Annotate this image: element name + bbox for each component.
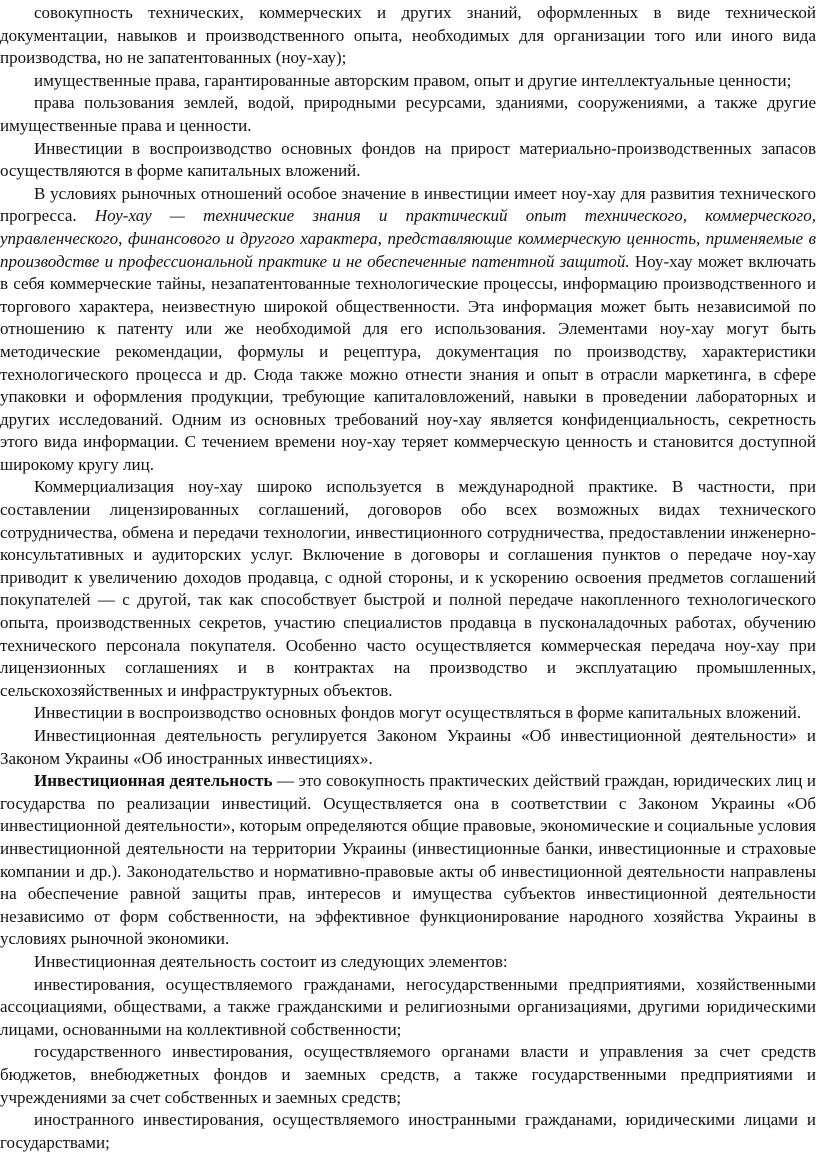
list-item-property-rights: имущественные права, гарантированные авторским правом, опыт и другие интеллектуальные ценности;: [34, 70, 792, 90]
paragraph-investment-activity: [0, 770, 816, 951]
list-item-know-how: совокупность технических, коммерческих и других знаний, оформленных в виде технической документации, навыков и производственного опыта, необходимых для организации того или иного вида производства, но не запатентованных (ноу-хау);: [0, 3, 816, 68]
investment-activity-definition: — это совокупность практических действий граждан, юридических лиц и государства по реализации инвестиций. Осуществляется она в соответствии с Законом Украины «Об инвестиционной деятельности», которым определяются общие правовые, экономические и социальные условия инвестиционной деятельности на территории Украины (инвестиционные банки, инвестиционные и страховые компании и др.). Законодательство и нормативно-правовые акты об инвестиционной деятельности направлены на обеспечение равной защиты прав, интересов и имущества субъектов инвестиционной деятельности независимо от форм собственности, на эффективное функционирование народного хозяйства Украины в условиях рыночной экономики.: [0, 771, 816, 949]
list-item-foreign-investment: иностранного инвестирования, осуществляемого иностранными гражданами, юридическими лицами и государствами;: [0, 1110, 816, 1152]
investment-activity-term: Инвестиционная деятельность: [34, 771, 273, 791]
know-how-description: Ноу-хау может включать в себя коммерческие тайны, незапатентованные технологические процессы, информацию производственного и торгового характера, неизвестную широкой общественности. Эта информация может быть независимой по отношению к патенту или же необходимой для его использования. Элементами ноу-хау могут быть методические рекомендации, формулы и рецептура, документация по производству, характеристики технологического процесса и др. Сюда также можно отнести знания и опыт в отрасли маркетинга, в сфере упаковки и оформления продукции, требующие капиталовложений, навыки в проведении лабораторных и других исследований. Одним из основных требований ноу-хау является конфиденциальность, секретность этого вида информации. С течением времени ноу-хау теряет коммерческую ценность и становится доступной широкому кругу лиц.: [0, 251, 816, 474]
paragraph-elements-intro: Инвестиционная деятельность состоит из следующих элементов:: [34, 951, 508, 971]
list-item-land-use-rights: права пользования землей, водой, природными ресурсами, зданиями, сооружениями, а также другие имущественные права и ценности.: [0, 93, 816, 135]
know-how-lead-text: В условиях рыночных отношений особое значение в инвестиции имеет ноу-хау для развития технического прогресса.: [0, 183, 816, 226]
list-item-state-investment: государственного инвестирования, осуществляемого органами власти и управления за счет средств бюджетов, внебюджетных фондов и заемных средств, а также государственными предприятиями и учреждениями за счет собственных и заемных средств;: [0, 1042, 816, 1107]
paragraph-regulation: Инвестиционная деятельность регулируется Законом Украины «Об инвестиционной деятельности» и Законом Украины «Об иностранных инвестициях».: [0, 726, 816, 768]
paragraph-commercialization: Коммерциализация ноу-хау широко используется в международной практике. В частности, при составлении лицензированных соглашений, договоров обо всех возможных видах технического сотрудничества, обмена и передачи технологии, инвестиционного сотрудничества, предоставлении инженерно-консультативных и аудиторских услуг. Включение в договоры и соглашения пунктов о передаче ноу-хау приводит к увеличению доходов продавца, с одной стороны, и к ускорению освоения предметов соглашений покупателей — с другой, так как способствует быстрой и полной передаче накопленного технологического опыта, производственных секретов, участию специалистов продавца в пусконаладочных работах, обучению технического персонала покупателя. Особенно часто осуществляется коммерческая передача ноу-хау при лицензионных соглашениях и в контрактах на производство и эксплуатацию промышленных, сельскохозяйственных и инфраструктурных объектов.: [0, 477, 816, 700]
paragraph-capital-investments: Инвестиции в воспроизводство основных фондов на прирост материально-производственных запасов осуществляются в форме капитальных вложений.: [0, 138, 816, 181]
list-item-private-investment: инвестирования, осуществляемого гражданами, негосударственными предприятиями, хозяйственными ассоциациями, обществами, а также гражданскими и религиозными организациями, другими юридическими лицами, основанными на коллективной собственности;: [0, 974, 816, 1039]
know-how-definition-italic: Ноу-хау — технические знания и практический опыт технического, коммерческого, управленческого, финансового и другого характера, представляющие коммерческую ценность, применяемые в производстве и профессиональной практике и не обеспеченные патентной защитой.: [0, 206, 816, 271]
paragraph-reproduction-investments: Инвестиции в воспроизводство основных фондов могут осуществляться в форме капитальных вложений.: [34, 703, 802, 723]
paragraph-know-how-definition: [0, 183, 816, 477]
